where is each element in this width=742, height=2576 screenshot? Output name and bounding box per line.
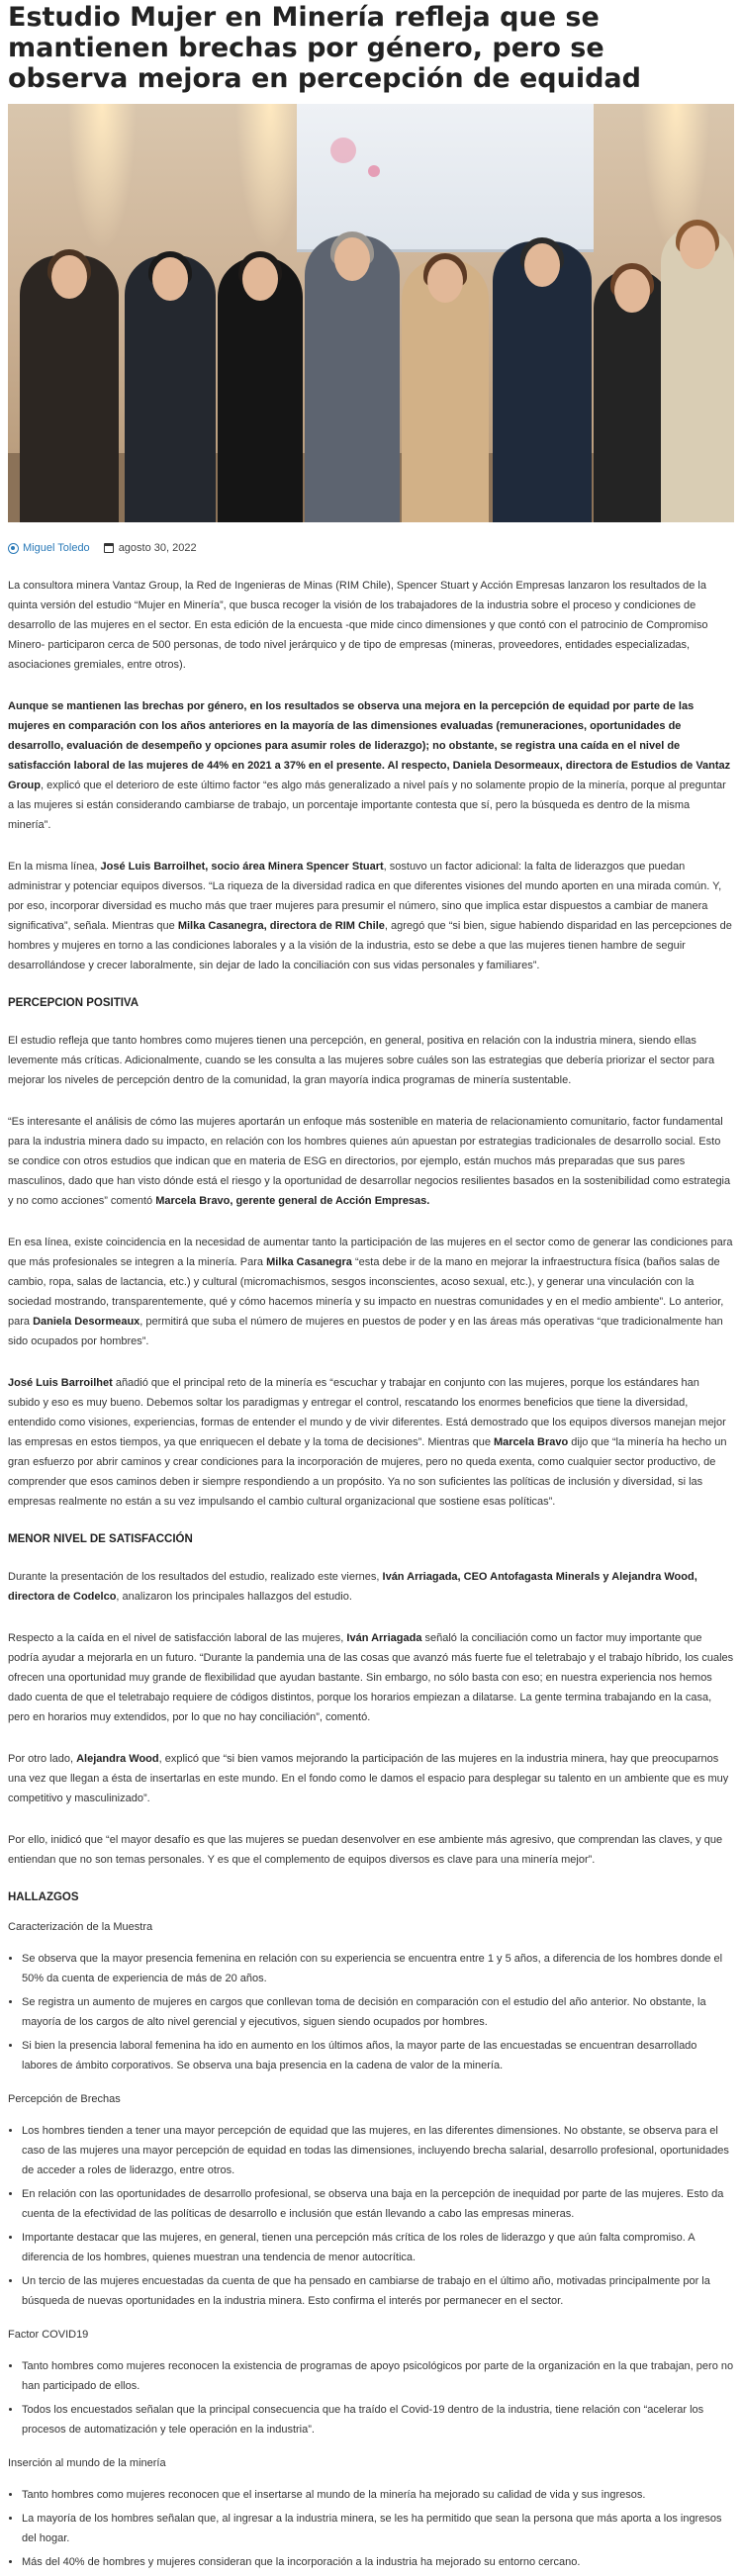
list-item: • Tanto hombres como mujeres reconocen que el insertarse al mundo de la minería ha mejorado su calidad de vida y sus ingresos. [22,2485,734,2505]
subheading-covid: Factor COVID19 [8,2329,89,2341]
author-name: Miguel Toledo [23,542,90,554]
list-muestra [8,1949,734,2075]
list-item: • Más del 40% de hombres y mujeres consideran que la incorporación a la industria ha mejorado su entorno cercano. [22,2552,734,2572]
list-item: • Un tercio de las mujeres encuestadas da cuenta de que ha pensado en cambiarse de trabajo en el último año, motivadas principalmente por la búsqueda de nuevas oportunidades en la industria minera. Esto confirma el interés por permanecer en el sector. [22,2271,734,2311]
list-covid [8,2356,734,2439]
paragraph-9: Respecto a la caída en el nivel de satisfacción laboral de las mujeres, Iván Arriagada señaló la conciliación como un factor muy importante que podría ayudar a mejorarla en un futuro. “Durante la pandemia una de las cosas que avanzó más fuerte fue el teletrabajo y el trabajo híbrido, los cuales ofrecen una oportunidad muy grande de flexibilidad que ayudan bastante. Sin embargo, no sólo basta con eso; en nuestra experiencia nos hemos dado cuenta de que el teletrabajo requiere de códigos distintos, porque los horarios empiezan a dilatarse. La gente termina trabajando en la casa, pero en horarios muy extendidos, por lo que no hay conciliación”, comentó. [8,1632,734,1723]
list-item: • En relación con las oportunidades de desarrollo profesional, se observa una baja en la percepción de inequidad por parte de las mujeres. Esto da cuenta de la efectividad de las políticas de desarrollo e inclusión que están llevando a cabo las empresas mineras. [22,2184,734,2224]
list-item: • Tanto hombres como mujeres reconocen la existencia de programas de apoyo psicológicos por parte de la organización en la que trabajan, pero no han participado de ellos. [22,2356,734,2396]
paragraph-6: En esa línea, existe coincidencia en la necesidad de aumentar tanto la participación de las mujeres en el sector como de generar las condiciones para que más profesionales se integren a la minería. Para Milka Casanegra “esta debe ir de la mano en mejorar la infraestructura física (baños salas de cambio, ropa, salas de lactancia, etc.) y cultural (micromachismos, sesgos inconscientes, acoso sexual, etc.), y generar una vinculación con la sociedad mostrando, transparentemente, qué y cómo hacemos minería y su impacto en nuestras comunidades y en el medio ambiente”. Lo anterior, para Daniela Desormeaux, permitirá que suba el número de mujeres en puestos de poder y en las áreas más operativas “que tradicionalmente han sido ocupados por hombres”. [8,1237,733,1347]
list-item: • Importante destacar que las mujeres, en general, tienen una percepción más crítica de los roles de liderazgo y que aún falta compromiso. A diferencia de los hombres, quienes muestran una tendencia de menor autocrítica. [22,2228,734,2267]
page-title: Estudio Mujer en Minería refleja que se mantienen brechas por género, pero se observa mejora en percepción de equidad [8,2,641,94]
paragraph-11: Por ello, inidicó que “el mayor desafío es que las mujeres se puedan desenvolver en ese ambiente más agresivo, que comprendan las claves, y que entiendan que no son temas personales. Y es que el complemento de equipos diversos es clave para una minería mejor”. [8,1834,723,1866]
paragraph-8: Durante la presentación de los resultados del estudio, realizado este viernes, Iván Arriagada, CEO Antofagasta Minerals y Alejandra Wood, directora de Codelco, analizaron los principales hallazgos del estudio. [8,1571,697,1603]
section-heading-hallazgos: HALLAZGOS [8,1891,79,1903]
list-brechas [8,2121,734,2311]
article [0,2,742,2572]
subheading-insercion: Inserción al mundo de la minería [8,2457,166,2469]
list-item: • Los hombres tienden a tener una mayor percepción de equidad que las mujeres, en las diferentes dimensiones. No obstante, se observa para el caso de las mujeres una mayor percepción de equidad en todas las dimensiones, incluyendo brecha salarial, desarrollo profesional, oportunidades de acceder a roles de liderazgo, entre otros. [22,2121,734,2180]
user-icon [8,543,19,554]
paragraph-intro: La consultora minera Vantaz Group, la Red de Ingenieras de Minas (RIM Chile), Spencer Stuart y Acción Empresas lanzaron los resultados de la quinta versión del estudio “Mujer en Minería”, que busca recoger la visión de los trabajadores de la industria sobre el proceso y condiciones de desarrollo de las mujeres en el sector. En esta edición de la encuesta -que mide cinco dimensiones y que contó con el patrocinio de Compromiso Minero- participaron cerca de 500 personas, de todo nivel jerárquico y de tipo de empresas (mineras, proveedores, entidades especializadas, asociaciones gremiales, entre otros). [8,580,708,671]
paragraph-3: En la misma línea, José Luis Barroilhet, socio área Minera Spencer Stuart, sostuvo un factor adicional: la falta de liderazgos que puedan administrar y potenciar equipos diversos. “La riqueza de la diversidad radica en que diferentes visiones del mundo aporten en una mirada común. Y, por eso, incorporar diversidad es mucho más que traer mujeres para presumir el número, sino que implica estar dispuestos a cambiar de manera significativa”, señala. Mientras que Milka Casanegra, directora de RIM Chile, agregó que “si bien, sigue habiendo disparidad en las percepciones de hombres y mujeres en torno a las condiciones laborales y a la visión de la industria, esto se debe a que las mujeres tienen hambre de seguir desarrollándose y crecer laboralmente, sin dejar de lado la conciliación con sus vidas personales y familiares”. [8,861,732,971]
author-link[interactable] [8,542,90,554]
subheading-brechas: Percepción de Brechas [8,2093,121,2105]
paragraph-5: “Es interesante el análisis de cómo las mujeres aportarán un enfoque más sostenible en materia de relacionamiento comunitario, factor fundamental para la industria minera dado su impacto, en relación con los hombres quienes aún apuestan por estrategias tradicionales de desarrollo social. Esto se condice con otros estudios que indican que en materia de ESG en directorios, por ejemplo, están muchos más preparadas que sus pares masculinos, dado que han visto dónde está el riesgo y la oportunidad de desarrollar negocios resilientes basados en la sostenibilidad como estrategia y no como acciones” comentó Marcela Bravo, gerente general de Acción Empresas. [8,1116,731,1207]
calendar-icon [104,543,114,553]
section-heading-satisfaccion: MENOR NIVEL DE SATISFACCIÓN [8,1533,193,1545]
list-item: • Si bien la presencia laboral femenina ha ido en aumento en los últimos años, la mayor parte de las encuestadas se encuentran desarrollado labores de ámbito corporativos. Se observa una baja presencia en la cadena de valor de la minería. [22,2036,734,2075]
list-item: • La mayoría de los hombres señalan que, al ingresar a la industria minera, se les ha permitido que sean la persona que más aporta a los ingresos del hogar. [22,2509,734,2548]
subheading-muestra: Caracterización de la Muestra [8,1921,153,1933]
section-heading-percepcion: PERCEPCION POSITIVA [8,997,139,1009]
projection-screen [297,104,594,252]
list-item: • Todos los encuestados señalan que la principal consecuencia que ha traído el Covid-19 dentro de la industria, tiene relación con “acelerar los procesos de automatización y tele operación en la industria”. [22,2400,734,2439]
publish-date: agosto 30, 2022 [118,542,197,554]
paragraph-2: Aunque se mantienen las brechas por género, en los resultados se observa una mejora en la percepción de equidad por parte de las mujeres en comparación con los años anteriores en la mayoría de las dimensiones evaluadas (remuneraciones, oportunidades de desarrollo, evaluación de desempeño y opciones para asumir roles de liderazgo); no obstante, se registra una caída en el nivel de satisfacción laboral de las mujeres de 44% en 2021 a 37% en el presente. Al respecto, Daniela Desormeaux, directora de Estudios de Vantaz Group, explicó que el deterioro de este último factor “es algo más generalizado a nivel país y no solamente propio de la minería, porque al preguntar a las mujeres si están considerando cambiarse de trabajo, un porcentaje importante contesta que sí, pero la búsqueda es dentro de la misma minería”. [8,700,731,831]
list-insercion [8,2485,734,2572]
article-meta [8,542,734,554]
paragraph-10: Por otro lado, Alejandra Wood, explicó que “si bien vamos mejorando la participación de las mujeres en la industria minera, hay que preocuparnos una vez que llegan a ésta de insertarlas en este mundo. En el fondo como le damos el espacio para desplegar su talento en un ambiente que es muy competitivo y masculinizado”. [8,1753,729,1804]
hero-photo [8,104,734,522]
paragraph-4: El estudio refleja que tanto hombres como mujeres tienen una percepción, en general, positiva en relación con la industria minera, siendo ellas levemente más críticas. Adicionalmente, cuando se les consulta a las mujeres sobre cuáles son las estrategias que debería priorizar el sector para mejorar los niveles de percepción dentro de la comunidad, la gran mayoría indica programas de minería sustentable. [8,1035,715,1086]
paragraph-7: José Luis Barroilhet añadió que el principal reto de la minería es “escuchar y trabajar en conjunto con las mujeres, porque los estándares han subido y eso es muy bueno. Debemos soltar los paradigmas y entregar el control, rescatando los enormes beneficios que tiene la diversidad, entendido como visiones, experiencias, formas de entender el mundo y de vivir diferentes. Está demostrado que los equipos diversos manejan mejor las empresas en estos tiempos, ya que enriquecen el debate y la toma de decisiones”. Mientras que Marcela Bravo dijo que “la minería ha hecho un gran esfuerzo por abrir caminos y crear condiciones para la incorporación de mujeres, pero no queda exenta, como cualquier sector productivo, de comprender que esos caminos deben ir siempre respondiendo a un propósito. Ya no son suficientes las políticas de inclusión y diversidad, si las empresas realmente no están a su vez impulsando el cambio cultural organizacional que sostiene esas políticas”. [8,1377,727,1508]
list-item: • Se registra un aumento de mujeres en cargos que conllevan toma de decisión en comparación con el estudio del año anterior. No obstante, la mayoría de los cargos de alto nivel gerencial y ejecutivos, siguen siendo ocupados por hombres. [22,1992,734,2032]
list-item: • Se observa que la mayor presencia femenina en relación con su experiencia se encuentra entre 1 y 5 años, a diferencia de los hombres donde el 50% da cuenta de experiencia de más de 20 años. [22,1949,734,1988]
